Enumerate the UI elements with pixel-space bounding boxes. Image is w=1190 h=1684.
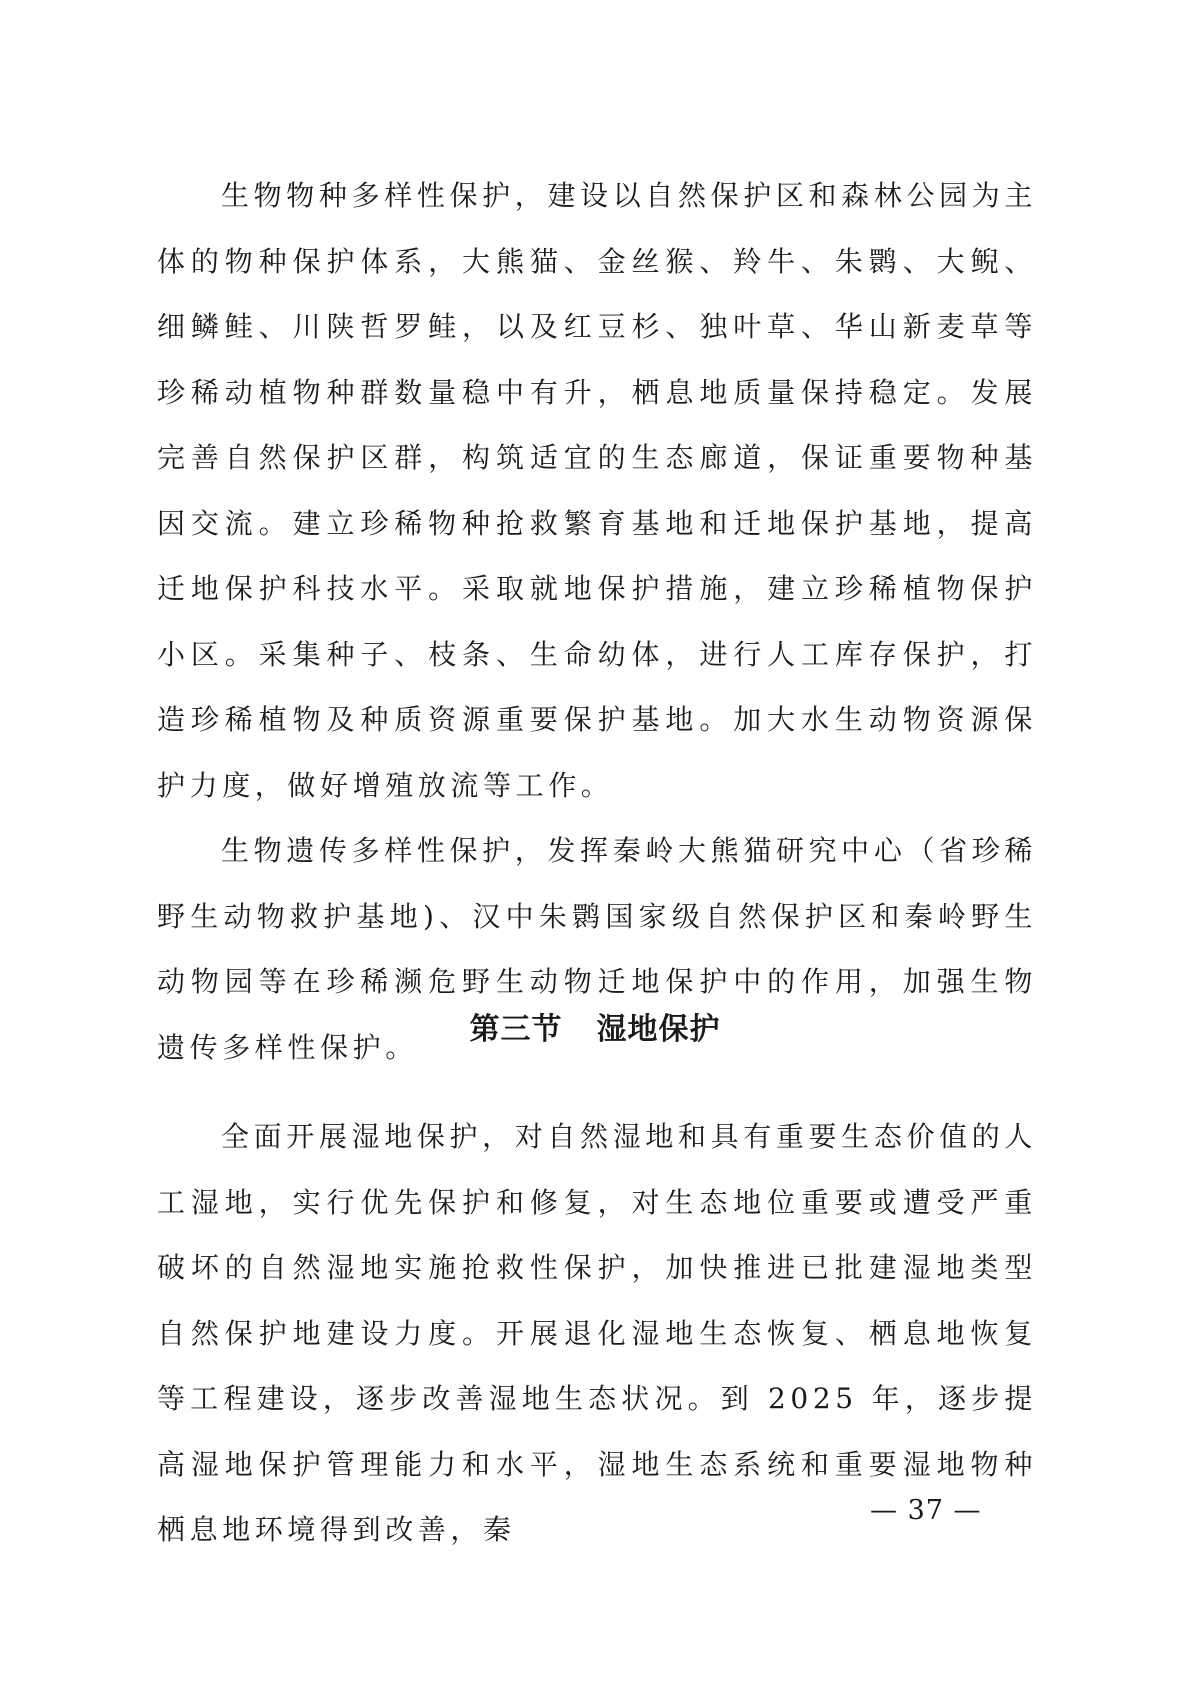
section-title-text: 湿地保护 bbox=[596, 1012, 721, 1047]
body-text-before-section bbox=[157, 163, 1037, 1080]
paragraph-wetland-protection: 全面开展湿地保护，对自然湿地和具有重要生态价值的人工湿地，实行优先保护和修复，对生态地位重要或遭受严重破坏的自然湿地实施抢救性保护，加快推进已批建湿地类型自然保护地建设力度。开展退化湿地生态恢复、栖息地恢复等工程建设，逐步改善湿地生态状况。到 2025 年，逐步提高湿地保护管理能力和水平，湿地生态系统和重要湿地物种栖息地环境得到改善，秦 bbox=[157, 1120, 1037, 1546]
section-number: 第三节 bbox=[469, 1012, 563, 1047]
paragraph-genetic-diversity: 生物遗传多样性保护，发挥秦岭大熊猫研究中心（省珍稀野生动物救护基地)、汉中朱鹮国家级自然保护区和秦岭野生动物园等在珍稀濒危野生动物迁地保护中的作用，加强生物遗传多样性保护。 bbox=[157, 834, 1037, 1064]
paragraph-species-diversity: 生物物种多样性保护，建设以自然保护区和森林公园为主体的物种保护体系，大熊猫、金丝猴、羚牛、朱鹮、大鲵、细鳞鲑、川陕哲罗鲑，以及红豆杉、独叶草、华山新麦草等珍稀动植物种群数量稳中有升，栖息地质量保持稳定。发展完善自然保护区群，构筑适宜的生态廊道，保证重要物种基因交流。建立珍稀物种抢救繁育基地和迁地保护基地，提高迁地保护科技水平。采取就地保护措施，建立珍稀植物保护小区。采集种子、枝条、生命幼体，进行人工库存保护，打造珍稀植物及种质资源重要保护基地。加大水生动物资源保护力度，做好增殖放流等工作。 bbox=[157, 179, 1037, 802]
page-number: — 37 — bbox=[870, 1495, 982, 1526]
section-heading bbox=[0, 1008, 1190, 1052]
